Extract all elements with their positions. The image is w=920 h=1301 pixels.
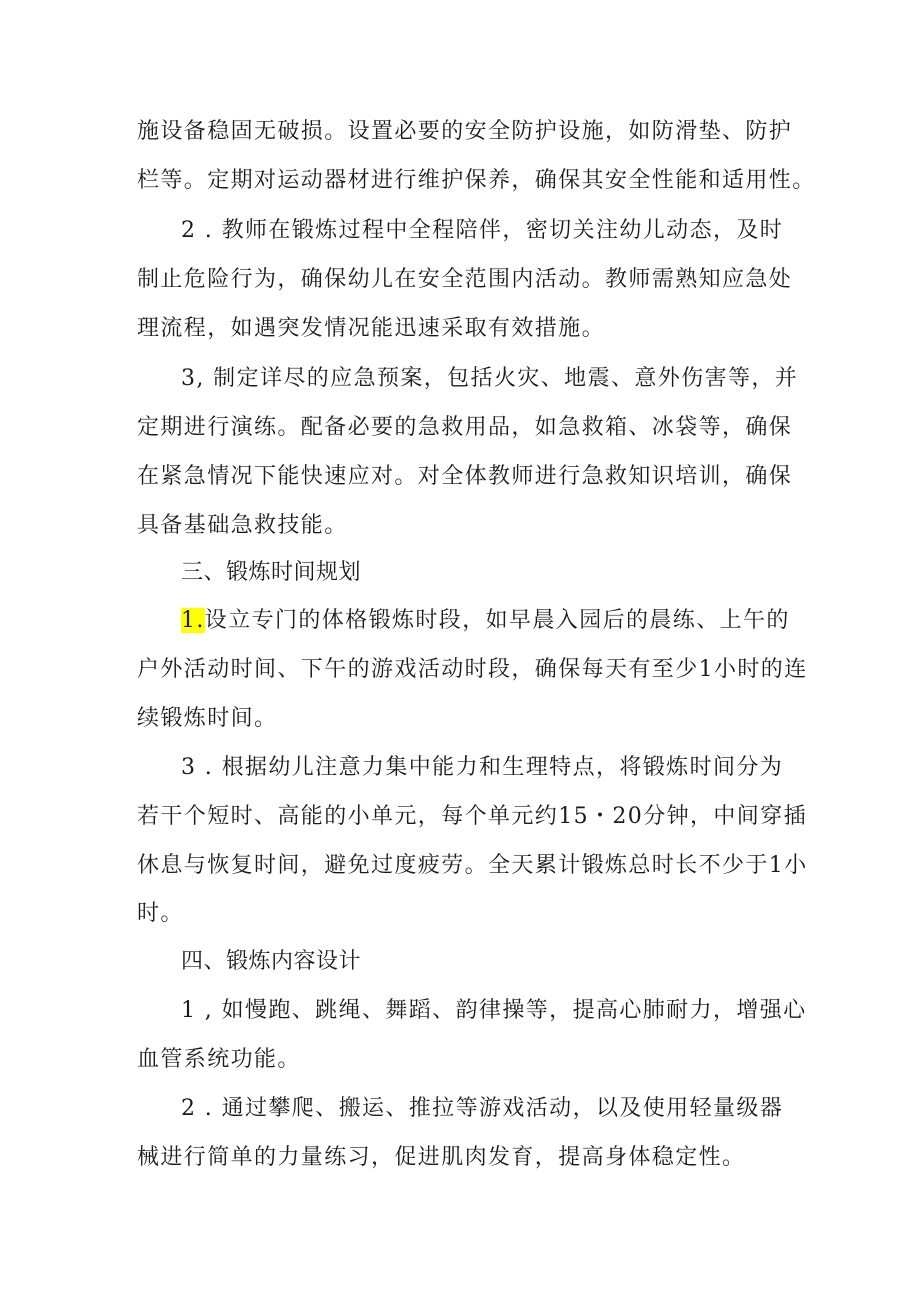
paragraph-line (181, 606, 790, 636)
paragraph-line: 1 , 如慢跑、跳绳、舞蹈、韵律操等，提高心肺耐力，增强心 (181, 998, 807, 1023)
paragraph-line: 2 . 教师在锻炼过程中全程陪伴，密切关注幼儿动态，及时 (181, 218, 784, 243)
paragraph-line: 血管系统功能。 (137, 1047, 301, 1072)
paragraph-line: 户外活动时间、下午的游戏活动时段，确保每天有至少1小时的连 (137, 657, 808, 682)
paragraph-line: 具备基础急救技能。 (137, 513, 348, 538)
paragraph-line: 2 . 通过攀爬、搬运、推拉等游戏活动，以及使用轻量级器 (181, 1096, 784, 1121)
paragraph-line: 3, 制定详尽的应急预案，包括火灾、地震、意外伤害等，并 (181, 366, 799, 391)
paragraph-line: 若干个短时、高能的小单元，每个单元约15・20分钟，中间穿插 (137, 804, 807, 829)
highlighted-number: 1. (181, 608, 205, 633)
paragraph-line: 3 . 根据幼儿注意力集中能力和生理特点，将锻炼时间分为 (181, 755, 784, 780)
paragraph-line: 理流程，如遇突发情况能迅速采取有效措施。 (137, 316, 606, 341)
section-heading: 三、锻炼时间规划 (181, 560, 362, 585)
paragraph-line: 时。 (137, 901, 184, 926)
paragraph-line: 械进行简单的力量练习，促进肌肉发育，提高身体稳定性。 (137, 1145, 746, 1170)
section-heading: 四、锻炼内容设计 (181, 949, 362, 974)
paragraph-line-text: 设立专门的体格锻炼时段，如早晨入园后的晨练、上午的 (204, 608, 790, 633)
paragraph-line: 在紧急情况下能快速应对。对全体教师进行急救知识培训，确保 (137, 464, 793, 489)
paragraph-line: 栏等。定期对运动器材进行维护保养，确保其安全性能和适用性。 (137, 168, 816, 193)
paragraph-line: 续锻炼时间。 (137, 706, 278, 731)
paragraph-line: 制止危险行为，确保幼儿在安全范围内活动。教师需熟知应急处 (137, 267, 793, 292)
paragraph-line: 定期进行演练。配备必要的急救用品，如急救箱、冰袋等，确保 (137, 415, 793, 440)
paragraph-line: 休息与恢复时间，避免过度疲劳。全天累计锻炼总时长不少于1小 (137, 853, 808, 878)
paragraph-line: 施设备稳固无破损。设置必要的安全防护设施，如防滑垫、防护 (137, 119, 793, 144)
